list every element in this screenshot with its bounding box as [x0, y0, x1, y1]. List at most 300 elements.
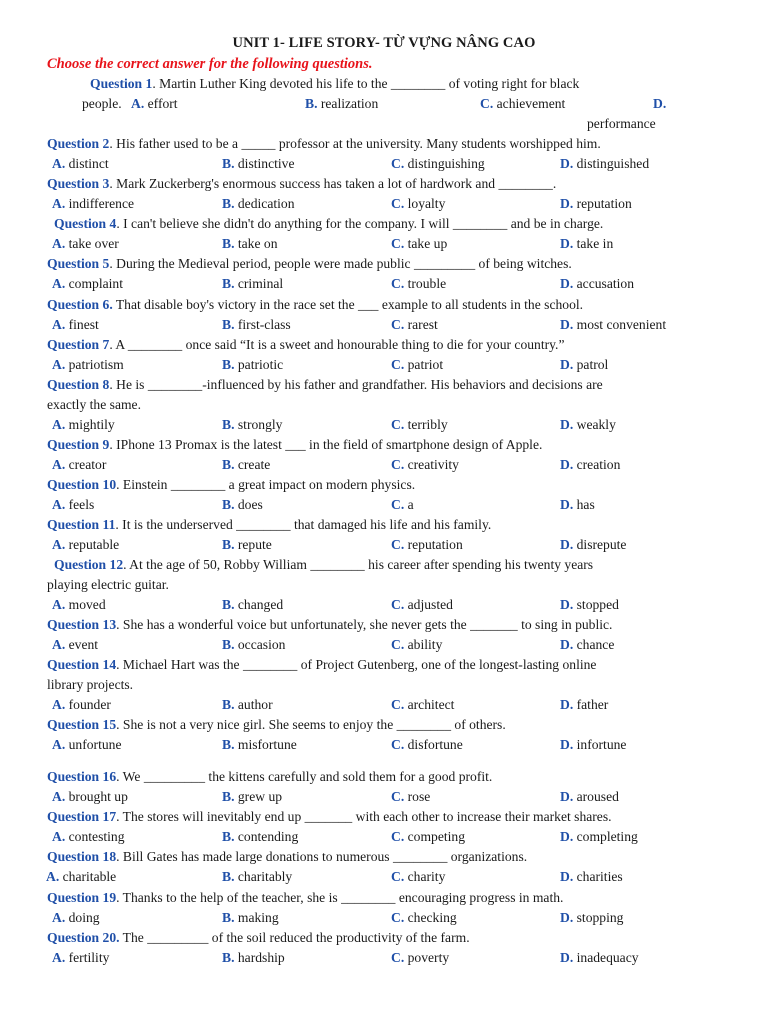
option-text: accusation: [576, 276, 634, 291]
option-letter: C.: [391, 829, 405, 844]
option-c[interactable]: [391, 787, 430, 807]
option-d[interactable]: [560, 315, 666, 335]
option-letter: A.: [52, 637, 66, 652]
option-text: brought up: [68, 789, 128, 804]
option-a[interactable]: [52, 908, 100, 928]
option-text: misfortune: [237, 737, 297, 752]
option-letter: B.: [222, 950, 235, 965]
question-17-stem: [47, 807, 612, 827]
question-text: That disable boy's victory in the race set the ___ example to all students in the school.: [112, 297, 584, 312]
question-text: . He is ________-influenced by his father and grandfather. His behaviors and decisions are: [109, 377, 603, 392]
question-1-stem: [90, 74, 579, 94]
option-d[interactable]: [560, 154, 649, 174]
question-18-stem: [47, 847, 527, 867]
option-text: take up: [407, 236, 448, 251]
option-d[interactable]: [560, 695, 608, 715]
option-letter: B.: [222, 537, 235, 552]
option-a[interactable]: [46, 867, 116, 887]
option-letter: B.: [222, 156, 235, 171]
option-text: take in: [576, 236, 614, 251]
option-a[interactable]: [52, 194, 134, 214]
option-letter: B.: [222, 196, 235, 211]
option-text: weakly: [576, 417, 616, 432]
option-letter: C.: [391, 697, 405, 712]
option-letter: C.: [391, 497, 405, 512]
option-a[interactable]: [52, 154, 109, 174]
option-b[interactable]: [222, 695, 273, 715]
option-b[interactable]: [222, 827, 298, 847]
option-text: patriot: [407, 357, 444, 372]
question-14-cont: [47, 675, 133, 695]
option-a[interactable]: [52, 455, 106, 475]
option-text: most convenient: [576, 317, 667, 332]
option-text: creation: [576, 457, 621, 472]
option-letter: C.: [391, 317, 405, 332]
question-11-stem: [47, 515, 491, 535]
question-text-cont: library projects.: [47, 677, 134, 692]
option-a[interactable]: [52, 735, 121, 755]
option-text: patriotism: [68, 357, 124, 372]
question-text: . At the age of 50, Robby William ________ his career after spending his twenty years: [123, 557, 594, 572]
option-d[interactable]: [560, 455, 620, 475]
option-a[interactable]: [52, 234, 119, 254]
option-letter: C.: [391, 537, 405, 552]
option-text: distinguished: [576, 156, 650, 171]
option-text: feels: [68, 497, 95, 512]
option-d[interactable]: [560, 234, 613, 254]
option-text: author: [237, 697, 273, 712]
option-a[interactable]: [52, 274, 123, 294]
question-7-stem: [47, 335, 565, 355]
option-c[interactable]: [391, 194, 445, 214]
option-letter: C.: [391, 417, 405, 432]
option-letter: C.: [391, 156, 405, 171]
option-text: distinct: [68, 156, 109, 171]
question-3-options: [0, 194, 768, 214]
question-label: Question 11: [47, 517, 116, 532]
option-text: has: [576, 497, 595, 512]
option-letter: A.: [52, 196, 66, 211]
question-text-cont: exactly the same.: [47, 397, 141, 412]
option-letter: C.: [391, 737, 405, 752]
option-letter: D.: [560, 597, 574, 612]
option-letter: C.: [391, 357, 405, 372]
option-b[interactable]: [222, 635, 285, 655]
option-c[interactable]: [391, 355, 443, 375]
option-text: unfortune: [68, 737, 122, 752]
option-a[interactable]: [52, 495, 94, 515]
option-text: create: [237, 457, 271, 472]
option-text: reputation: [407, 537, 463, 552]
question-text: . Bill Gates has made large donations to numerous ________ organizations.: [116, 849, 528, 864]
option-letter: A.: [46, 869, 60, 884]
option-text: creator: [68, 457, 107, 472]
option-letter: B.: [222, 357, 235, 372]
question-label: Question 19: [47, 890, 117, 905]
option-c[interactable]: [391, 695, 454, 715]
option-letter: B.: [222, 737, 235, 752]
option-letter: C.: [391, 236, 405, 251]
question-12-options: [0, 595, 768, 615]
question-13-stem: [47, 615, 612, 635]
option-text: finest: [68, 317, 99, 332]
question-4-options: [0, 234, 768, 254]
option-letter: D.: [560, 637, 574, 652]
option-b[interactable]: [222, 154, 295, 174]
option-c[interactable]: [391, 415, 448, 435]
option-c[interactable]: [391, 735, 463, 755]
question-6-stem: [47, 295, 583, 315]
question-19-options: [0, 908, 768, 928]
question-15-stem: [47, 715, 506, 735]
option-text: infortune: [576, 737, 627, 752]
option-text: reputable: [68, 537, 120, 552]
question-text: . His father used to be a _____ professor at the university. Many students worshipped him.: [109, 136, 601, 151]
question-9-stem: [47, 435, 542, 455]
option-d[interactable]: [560, 827, 638, 847]
option-letter: B.: [222, 697, 235, 712]
option-text: repute: [237, 537, 272, 552]
option-text: dedication: [237, 196, 295, 211]
option-b[interactable]: B. realization: [305, 96, 379, 111]
option-a[interactable]: [52, 315, 99, 335]
option-text: distinctive: [237, 156, 295, 171]
question-11-options: [0, 535, 768, 555]
option-letter: A.: [52, 236, 66, 251]
option-letter: D.: [560, 829, 574, 844]
question-7-options: [0, 355, 768, 375]
question-text: . We _________ the kittens carefully and sold them for a good profit.: [116, 769, 493, 784]
option-c[interactable]: [391, 315, 438, 335]
option-b[interactable]: [222, 948, 285, 968]
question-label: Question 10: [47, 477, 117, 492]
option-c[interactable]: [391, 635, 442, 655]
question-label: Question 9: [47, 437, 110, 452]
option-text: contending: [237, 829, 299, 844]
question-text: . Michael Hart was the ________ of Project Gutenberg, one of the longest-lasting online: [116, 657, 597, 672]
page-title: UNIT 1- LIFE STORY- TỪ VỰNG NÂNG CAO: [232, 35, 536, 51]
option-text: terribly: [407, 417, 448, 432]
option-letter: B.: [222, 236, 235, 251]
question-14-options: [0, 695, 768, 715]
option-b[interactable]: [222, 535, 272, 555]
option-c[interactable]: C. achievement: [480, 96, 566, 111]
option-text: changed: [237, 597, 284, 612]
option-letter: B.: [222, 597, 235, 612]
question-2-stem: [47, 134, 601, 154]
option-d-text[interactable]: performance: [587, 116, 656, 131]
question-label: Question 5: [47, 256, 110, 271]
question-label: Question 8: [47, 377, 110, 392]
question-text: . The stores will inevitably end up _______ with each other to increase their market shares.: [116, 809, 612, 824]
option-letter: B.: [222, 869, 235, 884]
option-b[interactable]: [222, 735, 297, 755]
option-c[interactable]: [391, 455, 459, 475]
question-label: Question 12: [54, 557, 124, 572]
question-text: . I can't believe she didn't do anything for the company. I will ________ and be in charge.: [116, 216, 604, 231]
option-b[interactable]: [222, 867, 292, 887]
option-d[interactable]: [560, 274, 634, 294]
option-text: creativity: [407, 457, 459, 472]
question-text: . Thanks to the help of the teacher, she is ________ encouraging progress in math.: [116, 890, 564, 905]
option-letter: C.: [391, 457, 405, 472]
option-text: rarest: [407, 317, 438, 332]
option-text: completing: [576, 829, 638, 844]
question-label: Question 2: [47, 136, 110, 151]
option-text: criminal: [237, 276, 284, 291]
question-19-stem: [47, 888, 563, 908]
option-letter: A.: [52, 737, 66, 752]
option-d[interactable]: [560, 787, 619, 807]
option-letter: C.: [391, 910, 405, 925]
option-letter: A.: [52, 276, 66, 291]
option-text: hardship: [237, 950, 285, 965]
option-b[interactable]: [222, 595, 283, 615]
option-letter: C.: [391, 196, 405, 211]
option-letter: B.: [222, 637, 235, 652]
question-8-stem: [47, 375, 603, 395]
option-a[interactable]: [52, 695, 111, 715]
option-letter: B.: [222, 417, 235, 432]
option-b[interactable]: [222, 415, 282, 435]
option-b[interactable]: [222, 274, 283, 294]
option-text: competing: [407, 829, 466, 844]
option-text: indifference: [68, 196, 135, 211]
option-text: checking: [407, 910, 457, 925]
option-text: stopped: [576, 597, 619, 612]
option-a[interactable]: [52, 827, 125, 847]
option-text: complaint: [68, 276, 123, 291]
option-d[interactable]: [560, 948, 639, 968]
option-d[interactable]: [560, 495, 595, 515]
option-c[interactable]: [391, 867, 445, 887]
question-label: Question 15: [47, 717, 117, 732]
question-label: Question 3: [47, 176, 110, 191]
question-text-cont: people.: [82, 96, 122, 111]
question-20-options: [0, 948, 768, 968]
option-text: poverty: [407, 950, 450, 965]
option-b[interactable]: [222, 234, 278, 254]
question-text: . She is not a very nice girl. She seems to enjoy the ________ of others.: [116, 717, 506, 732]
question-text: . Martin Luther King devoted his life to the ________ of voting right for black: [152, 76, 580, 91]
instruction-text: Choose the correct answer for the following questions.: [47, 56, 373, 72]
option-a[interactable]: [52, 535, 119, 555]
question-label: Question 20.: [47, 930, 120, 945]
option-text: first-class: [237, 317, 291, 332]
option-c[interactable]: [391, 948, 449, 968]
question-label: Question 16: [47, 769, 117, 784]
question-text: . A ________ once said “It is a sweet and honourable thing to die for your country.”: [109, 337, 565, 352]
option-letter: D.: [560, 156, 574, 171]
question-text-cont: playing electric guitar.: [47, 577, 169, 592]
option-letter: B.: [222, 317, 235, 332]
option-d-letter[interactable]: D.: [653, 96, 667, 111]
option-letter: C.: [391, 950, 405, 965]
option-text: charities: [576, 869, 623, 884]
option-text: take on: [237, 236, 278, 251]
option-text: disfortune: [407, 737, 463, 752]
option-letter: C.: [391, 597, 405, 612]
option-text: patriotic: [237, 357, 284, 372]
option-a[interactable]: [52, 787, 128, 807]
option-text: take over: [68, 236, 119, 251]
option-letter: D.: [560, 236, 574, 251]
option-d[interactable]: [560, 867, 623, 887]
option-letter: D.: [560, 417, 574, 432]
option-text: doing: [68, 910, 100, 925]
question-label: Question 4: [54, 216, 117, 231]
option-d[interactable]: [560, 535, 626, 555]
question-20-stem: [47, 928, 470, 948]
option-text: mightily: [68, 417, 115, 432]
question-3-stem: [47, 174, 556, 194]
question-5-stem: [47, 254, 572, 274]
option-letter: D.: [560, 950, 574, 965]
option-letter: A.: [52, 156, 66, 171]
option-a[interactable]: [52, 355, 124, 375]
question-6-options: [0, 315, 768, 335]
option-b[interactable]: [222, 315, 291, 335]
option-letter: A.: [52, 597, 66, 612]
question-text: . She has a wonderful voice but unfortunately, she never gets the _______ to sing in public.: [116, 617, 613, 632]
option-c[interactable]: [391, 495, 414, 515]
option-text: reputation: [576, 196, 632, 211]
option-d[interactable]: [560, 735, 626, 755]
option-letter: C.: [391, 789, 405, 804]
option-letter: D.: [560, 497, 574, 512]
option-text: patrol: [576, 357, 609, 372]
question-18-options: [0, 867, 768, 887]
option-text: charitable: [62, 869, 117, 884]
option-letter: D.: [560, 457, 574, 472]
option-text: grew up: [237, 789, 283, 804]
question-text: . Einstein ________ a great impact on modern physics.: [116, 477, 416, 492]
question-label: Question 18: [47, 849, 117, 864]
option-d[interactable]: [560, 908, 623, 928]
question-4-stem: [54, 214, 603, 234]
option-letter: A.: [52, 317, 66, 332]
option-b[interactable]: [222, 787, 282, 807]
option-d[interactable]: [560, 635, 614, 655]
question-14-stem: [47, 655, 596, 675]
question-text: The _________ of the soil reduced the productivity of the farm.: [119, 930, 470, 945]
option-c[interactable]: [391, 595, 453, 615]
option-b[interactable]: [222, 355, 283, 375]
option-letter: C.: [391, 637, 405, 652]
option-letter: C.: [391, 869, 405, 884]
option-b[interactable]: [222, 194, 295, 214]
option-text: trouble: [407, 276, 447, 291]
option-c[interactable]: [391, 234, 447, 254]
question-15-options: [0, 735, 768, 755]
question-label: Question 7: [47, 337, 110, 352]
option-letter: D.: [560, 357, 574, 372]
option-letter: A.: [52, 357, 66, 372]
option-c[interactable]: [391, 154, 485, 174]
option-letter: B.: [222, 276, 235, 291]
option-a[interactable]: [52, 415, 115, 435]
option-a[interactable]: [52, 595, 106, 615]
question-16-options: [0, 787, 768, 807]
option-text: adjusted: [407, 597, 453, 612]
option-letter: D.: [560, 537, 574, 552]
option-text: fertility: [68, 950, 110, 965]
option-text: disrepute: [576, 537, 627, 552]
option-a[interactable]: A. effort: [131, 96, 178, 111]
option-text: chance: [576, 637, 615, 652]
option-a[interactable]: [52, 635, 98, 655]
question-text: . Mark Zuckerberg's enormous success has taken a lot of hardwork and ________.: [109, 176, 557, 191]
option-letter: A.: [52, 537, 66, 552]
option-text: architect: [407, 697, 455, 712]
option-letter: A.: [52, 697, 66, 712]
question-12-cont: [47, 575, 169, 595]
option-text: father: [576, 697, 609, 712]
question-17-options: [0, 827, 768, 847]
option-letter: D.: [560, 317, 574, 332]
option-c[interactable]: [391, 827, 465, 847]
question-13-options: [0, 635, 768, 655]
question-label: Question 1: [90, 76, 153, 91]
option-text: contesting: [68, 829, 125, 844]
option-b[interactable]: [222, 908, 279, 928]
option-d[interactable]: [560, 194, 632, 214]
question-label: Question 6.: [47, 297, 113, 312]
option-text: moved: [68, 597, 106, 612]
option-letter: A.: [52, 950, 66, 965]
option-letter: D.: [560, 910, 574, 925]
option-d[interactable]: [560, 595, 619, 615]
option-letter: D.: [560, 869, 574, 884]
option-letter: A.: [52, 910, 66, 925]
option-letter: B.: [222, 457, 235, 472]
option-d[interactable]: [560, 355, 608, 375]
option-letter: D.: [560, 789, 574, 804]
option-text: does: [237, 497, 263, 512]
option-c[interactable]: [391, 535, 463, 555]
option-text: founder: [68, 697, 111, 712]
option-c[interactable]: [391, 908, 457, 928]
option-b[interactable]: [222, 455, 270, 475]
question-label: Question 17: [47, 809, 117, 824]
option-text: event: [68, 637, 99, 652]
option-letter: B.: [222, 910, 235, 925]
option-text: rose: [407, 789, 431, 804]
question-10-stem: [47, 475, 415, 495]
option-letter: B.: [222, 789, 235, 804]
option-text: aroused: [576, 789, 619, 804]
option-d[interactable]: [560, 415, 616, 435]
question-16-stem: [47, 767, 492, 787]
option-b[interactable]: [222, 495, 263, 515]
option-text: charitably: [237, 869, 293, 884]
option-text: occasion: [237, 637, 286, 652]
option-letter: A.: [52, 829, 66, 844]
option-a[interactable]: [52, 948, 109, 968]
option-letter: B.: [222, 497, 235, 512]
question-label: Question 13: [47, 617, 117, 632]
option-text: a: [407, 497, 414, 512]
option-text: ability: [407, 637, 443, 652]
option-letter: D.: [560, 196, 574, 211]
option-c[interactable]: [391, 274, 446, 294]
option-letter: D.: [560, 737, 574, 752]
question-12-stem: [54, 555, 593, 575]
option-letter: A.: [52, 457, 66, 472]
option-letter: B.: [222, 829, 235, 844]
question-10-options: [0, 495, 768, 515]
question-8-options: [0, 415, 768, 435]
